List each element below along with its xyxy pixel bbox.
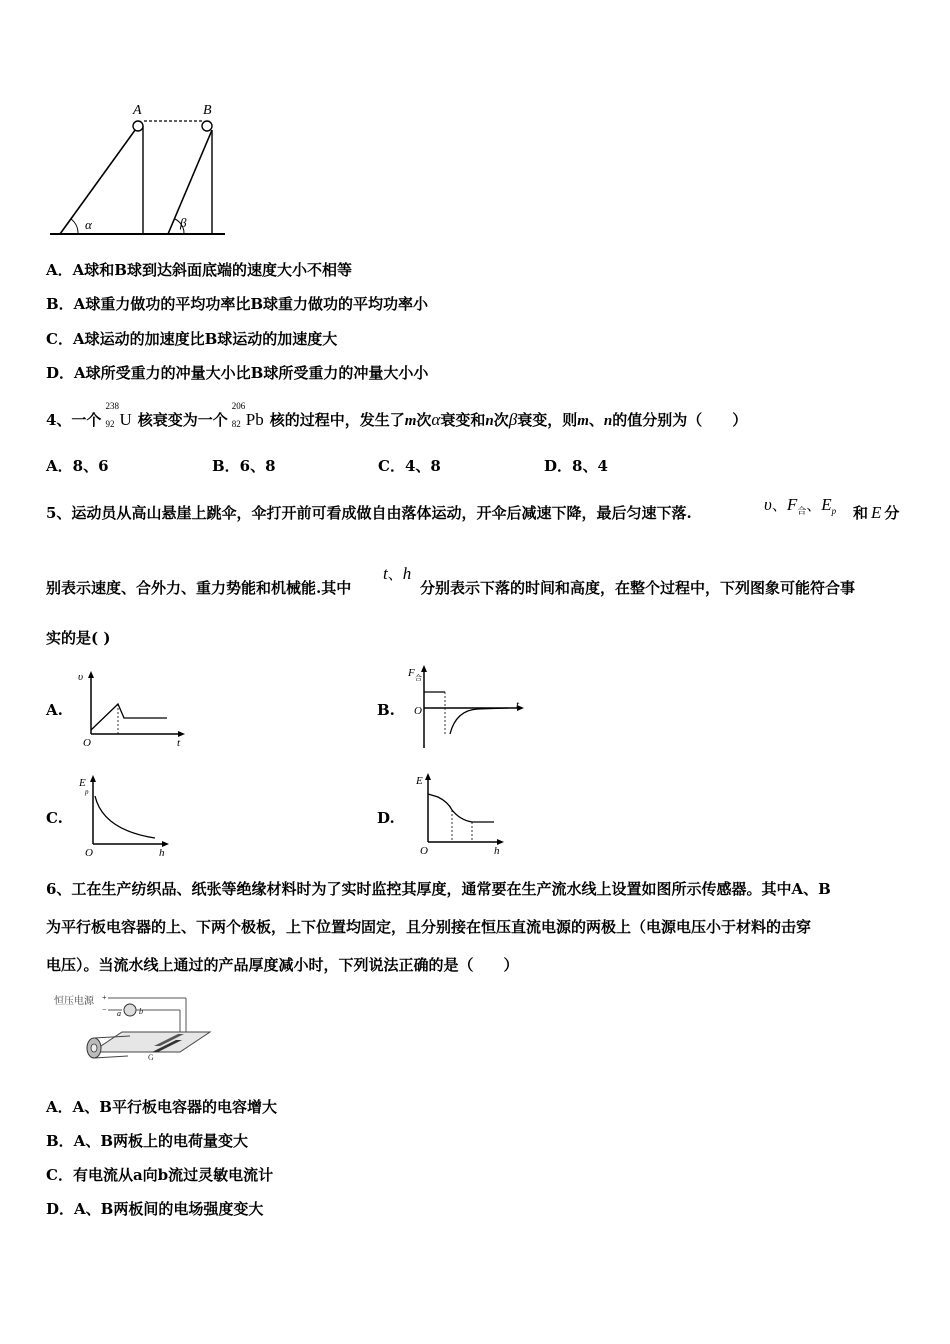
q6-option-a: A．A、B平行板电容器的电容增大 (46, 1098, 277, 1116)
label-b: B (203, 103, 212, 118)
q5-th-symbols: t、h (383, 564, 412, 583)
graph-c (75, 772, 175, 858)
svg-text:E: E (416, 775, 423, 787)
svg-text:恒压电源: 恒压电源 (54, 996, 94, 1007)
graph-d (410, 770, 510, 856)
q3-option-a: A．A球和B球到达斜面底端的速度大小不相等 (46, 261, 352, 279)
svg-text:−: − (102, 1005, 107, 1014)
q5-label-b: B. (377, 701, 395, 719)
q6-option-c: C．有电流从a向b流过灵敏电流计 (46, 1166, 274, 1184)
svg-text:O: O (414, 705, 422, 717)
q3-option-d: D．A球所受重力的冲量大小比B球所受重力的冲量大小小 (46, 364, 429, 382)
q4-stem: 4、一个 238 92 U 核衰变为一个 206 82 Pb 核的过程中，发生了m次α衰变和n次β衰变，则m、n的值分别为（ ） (46, 401, 748, 429)
svg-text:h: h (494, 845, 500, 856)
graph-b (400, 662, 530, 752)
q4-options (46, 456, 710, 476)
svg-text:O: O (420, 845, 428, 856)
q4-option-d: D．8、4 (544, 457, 608, 475)
uranium-isotope: 238 92 U (105, 401, 132, 429)
q6-option-d: D．A、B两板间的电场强度变大 (46, 1200, 264, 1218)
svg-text:t: t (177, 737, 181, 748)
angle-beta: β (180, 215, 187, 230)
svg-text:t: t (516, 699, 520, 711)
svg-text:a: a (117, 1009, 121, 1018)
svg-text:υ: υ (78, 671, 84, 683)
q4-option-a: A．8、6 (46, 457, 109, 475)
svg-text:合: 合 (415, 674, 422, 682)
svg-text:E: E (79, 777, 86, 789)
q5-stem-line3: 实的是( ) (46, 629, 111, 647)
svg-text:p: p (85, 788, 89, 796)
svg-text:b: b (139, 1007, 143, 1016)
q5-label-a: A. (46, 701, 63, 719)
sensor-figure (52, 990, 222, 1070)
q6-stem-line2: 为平行板电容器的上、下两个极板，上下位置均固定，且分别接在恒压直流电源的两极上（电源电压小于材料的击穿 (46, 918, 812, 936)
svg-text:h: h (159, 847, 165, 858)
angle-alpha: α (85, 217, 92, 232)
q5-symbols: υ、$F_合$、$E_p$ (764, 495, 837, 517)
q4-option-c: C．4、8 (378, 457, 441, 475)
q5-and: 和 E 分 (853, 503, 900, 522)
graph-a (75, 668, 190, 748)
lead-isotope: 206 82 Pb (231, 401, 264, 429)
svg-text:O: O (85, 847, 93, 858)
label-a: A (133, 103, 142, 118)
q6-stem-line3: 电压）。当流水线上通过的产品厚度减小时，下列说法正确的是（ ） (46, 956, 519, 974)
q5-stem-line2a: 别表示速度、合外力、重力势能和机械能.其中 (46, 579, 352, 597)
svg-text:+: + (102, 993, 107, 1002)
svg-text:O: O (83, 737, 91, 748)
q5-label-c: C. (46, 809, 63, 827)
q3-option-b: B．A球重力做功的平均功率比B球重力做功的平均功率小 (46, 295, 428, 313)
q3-option-c: C．A球运动的加速度比B球运动的加速度大 (46, 330, 338, 348)
q5-stem-line1: 5、运动员从高山悬崖上跳伞，伞打开前可看成做自由落体运动，开伞后减速下降，最后匀速下落. (46, 504, 692, 522)
incline-figure (50, 100, 230, 240)
svg-text:G: G (148, 1053, 154, 1062)
q4-option-b: B．6、8 (212, 457, 276, 475)
q5-stem-line2b: 分别表示下落的时间和高度，在整个过程中，下列图象可能符合事 (420, 579, 856, 597)
q6-stem-line1: 6、工在生产纺织品、纸张等绝缘材料时为了实时监控其厚度，通常要在生产流水线上设置如图所示传感器。其中A、B (46, 880, 831, 898)
q6-option-b: B．A、B两板上的电荷量变大 (46, 1132, 248, 1150)
svg-text:F: F (408, 667, 415, 679)
q5-label-d: D. (377, 809, 395, 827)
